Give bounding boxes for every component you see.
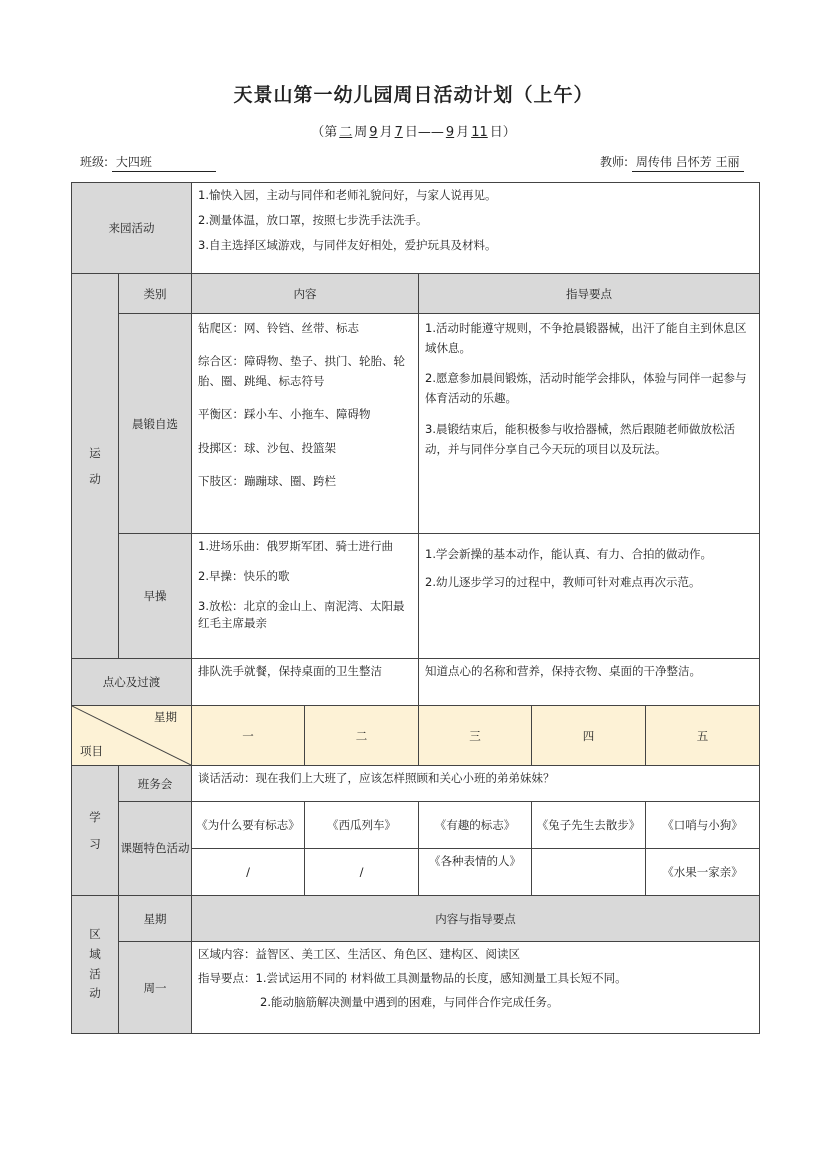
study-label-char: 习 [89, 836, 101, 851]
class-meeting-content: 谈话活动：现在我们上大班了，应该怎样照顾和关心小班的弟弟妹妹？ [192, 766, 760, 802]
area-weekday-header: 星期 [119, 896, 192, 942]
lesson-cell: 《水果一家亲》 [646, 849, 760, 896]
teacher-label: 教师: [600, 155, 629, 169]
guidance-point: 2.幼儿逐步学习的过程中，教师可针对难点再次示范。 [425, 574, 701, 589]
drill-points [419, 534, 760, 659]
drill-row [72, 534, 760, 659]
snack-row [72, 659, 760, 706]
morning-exercise-label: 晨锻自选 [119, 314, 192, 534]
monday-label: 周一 [119, 942, 192, 1034]
sports-label-char: 动 [89, 472, 101, 486]
exercise-zone: 钻爬区：网、铃铛、丝带、标志 [198, 321, 359, 335]
day-header: 四 [532, 706, 646, 766]
class-info [80, 153, 216, 172]
day-text-1: 日—— [404, 125, 444, 140]
drill-item: 2.早操：快乐的歌 [198, 568, 290, 583]
arrival-item: 1.愉快入园，主动与同伴和老师礼貌问好，与家人说再见。 [198, 188, 497, 202]
morning-exercise-content [192, 314, 419, 534]
weekday-corner-label: 星期 [154, 710, 177, 724]
day-header: 一 [192, 706, 305, 766]
study-label [72, 766, 119, 896]
arrival-item: 2.测量体温，放口罩，按照七步洗手法洗手。 [198, 212, 428, 227]
activity-plan-table [71, 182, 760, 1034]
exercise-zone: 平衡区：踩小车、小拖车、障碍物 [198, 407, 371, 422]
guidance-point: 2.愿意参加晨间锻炼，活动时能学会排队，体验与同伴一起参与体育活动的乐趣。 [425, 371, 747, 406]
topic-label: 课题特色活动 [119, 802, 192, 896]
week-item-diagonal-cell [72, 706, 192, 766]
drill-content [192, 534, 419, 659]
study-label-char: 学 [89, 810, 101, 825]
content-header: 内容 [192, 274, 419, 314]
lesson-cell: 《各种表情的人》 [419, 849, 532, 896]
category-header: 类别 [119, 274, 192, 314]
area-label-char: 域 [89, 946, 101, 961]
lesson-cell: 《有趣的标志》 [419, 802, 532, 849]
month-text-1: 月 [379, 125, 393, 140]
area-header-row [72, 896, 760, 942]
exercise-zone: 综合区：障碍物、垫子、拱门、轮胎、轮胎、圈、跳绳、标志符号 [198, 354, 405, 389]
exercise-zone: 下肢区：蹦蹦球、圈、跨栏 [198, 473, 336, 488]
guidance-point: 3.晨锻结束后，能积极参与收拾器械，然后跟随老师做放松活动，并与同伴分享自己今天玩的项目以及玩法。 [425, 421, 735, 456]
area-content-header: 内容与指导要点 [192, 896, 760, 942]
day-header: 二 [305, 706, 419, 766]
monday-content [192, 942, 760, 1034]
points-header: 指导要点 [419, 274, 760, 314]
guidance-point: 2.能动脑筋解决测量中遇到的困难，与同伴合作完成任务。 [260, 994, 559, 1009]
week-prefix: （第 [311, 125, 338, 140]
page-title: 天景山第一幼儿园周日活动计划（上午） [233, 84, 594, 106]
snack-points: 知道点心的名称和营养，保持衣物、桌面的干净整洁。 [419, 659, 760, 706]
end-day: 11 [471, 125, 488, 140]
snack-content: 排队洗手就餐，保持桌面的卫生整洁 [192, 659, 419, 706]
arrival-label: 来园活动 [72, 183, 192, 274]
start-month: 9 [369, 125, 378, 140]
drill-label: 早操 [119, 534, 192, 659]
area-label-char: 活 [89, 966, 101, 981]
morning-exercise-row [72, 314, 760, 534]
week-suffix: 周 [354, 125, 368, 140]
exercise-zone: 投掷区：球、沙包、投篮架 [198, 440, 336, 455]
class-meeting-label: 班务会 [119, 766, 192, 802]
drill-item: 3.放松：北京的金山上、南泥湾、太阳最红毛主席最亲 [198, 598, 405, 631]
month-text-2: 月 [456, 125, 470, 140]
arrival-content [192, 183, 760, 274]
topic-row [72, 802, 760, 849]
lesson-cell: / [305, 849, 419, 896]
sports-label-char: 运 [89, 445, 101, 460]
area-label-char: 动 [89, 986, 101, 1001]
arrival-row [72, 183, 760, 274]
lesson-cell: 《口哨与小狗》 [646, 802, 760, 849]
lesson-cell: 《兔子先生去散步》 [532, 802, 646, 849]
start-day: 7 [394, 125, 403, 140]
class-value: 大四班 [112, 153, 216, 172]
sports-label [72, 274, 119, 659]
class-label: 班级: [80, 155, 109, 169]
area-monday-row [72, 942, 760, 1034]
area-label [72, 896, 119, 1034]
class-meeting-row [72, 766, 760, 802]
teacher-value: 周传伟 吕怀芳 王丽 [632, 153, 744, 172]
lesson-cell: 《为什么要有标志》 [192, 802, 305, 849]
snack-label: 点心及过渡 [72, 659, 192, 706]
week-number: 二 [339, 125, 353, 140]
day-header: 三 [419, 706, 532, 766]
morning-exercise-points [419, 314, 760, 534]
item-corner-label: 项目 [80, 744, 103, 758]
lesson-cell: / [192, 849, 305, 896]
drill-item: 1.进场乐曲：俄罗斯军团、骑士进行曲 [198, 539, 393, 553]
day-header: 五 [646, 706, 760, 766]
sports-header-row [72, 274, 760, 314]
guidance-point: 指导要点：1.尝试运用不同的 材料做工具测量物品的长度，感知测量工具长短不同。 [198, 970, 627, 985]
week-range [0, 121, 827, 140]
guidance-point: 1.学会新操的基本动作，能认真、有力、合拍的做动作。 [425, 547, 712, 561]
area-label-char: 区 [89, 927, 101, 942]
area-list: 区域内容：益智区、美工区、生活区、角色区、建构区、阅读区 [198, 947, 520, 961]
lesson-cell: 《西瓜列车》 [305, 802, 419, 849]
guidance-point: 1.活动时能遵守规则，不争抢晨锻器械，出汗了能自主到休息区域休息。 [425, 321, 747, 356]
lesson-cell [532, 849, 646, 896]
week-header-row [72, 706, 760, 766]
teacher-info [600, 153, 744, 172]
end-month: 9 [445, 125, 455, 140]
day-text-2: 日） [489, 125, 516, 140]
arrival-item: 3.自主选择区域游戏，与同伴友好相处，爱护玩具及材料。 [198, 237, 497, 252]
